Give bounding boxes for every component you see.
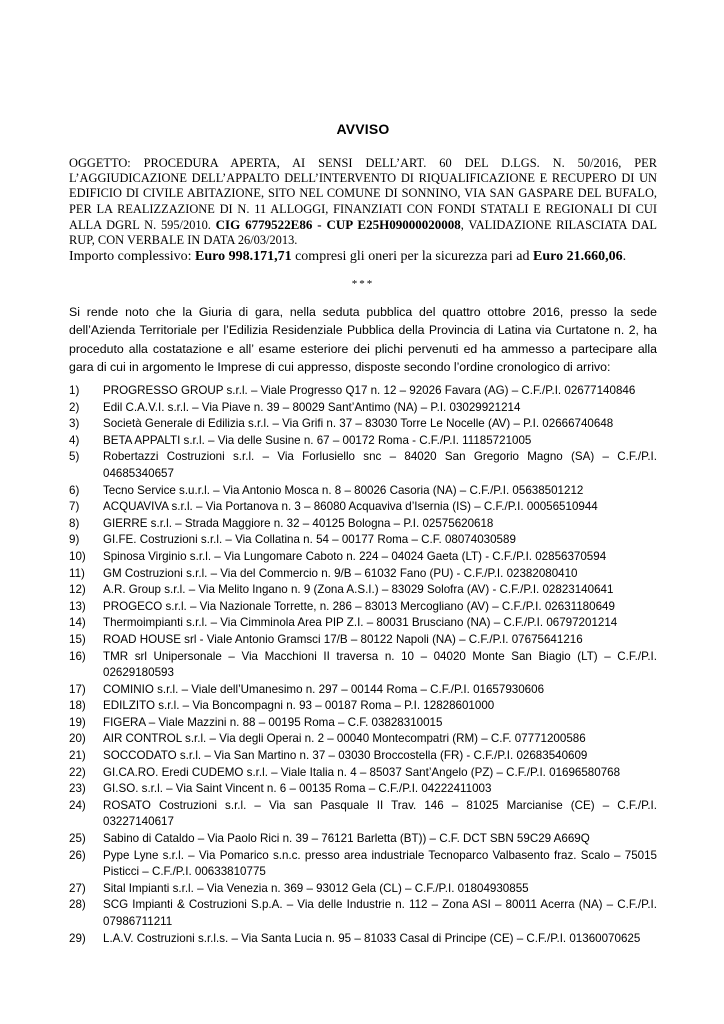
- list-item-text: L.A.V. Costruzioni s.r.l.s. – Via Santa Lucia n. 95 – 81033 Casal di Principe (CE) – C.F./P.I. 01360070625: [103, 931, 641, 945]
- list-item-number: 5): [69, 450, 80, 464]
- list-item-text: GI.CA.RO. Eredi CUDEMO s.r.l. – Viale Italia n. 4 – 85037 Sant’Angelo (PZ) – C.F./P.I. 01696580768: [103, 765, 621, 779]
- list-item: [69, 632, 657, 649]
- list-item-number: 16): [69, 649, 86, 663]
- list-item-number: 15): [69, 632, 86, 646]
- list-item-text: Sabino di Cataldo – Via Paolo Rici n. 39 – 76121 Barletta (BT)) – C.F. DCT SBN 59C29 A669Q: [103, 832, 590, 846]
- list-item-text: Thermoimpianti s.r.l. – Via Cimminola Area PIP Z.I. – 80031 Brusciano (NA) – C.F./P.I. 06797201214: [103, 616, 618, 630]
- list-item-text: PROGRESSO GROUP s.r.l. – Viale Progresso Q17 n. 12 – 92026 Favara (AG) – C.F./P.I. 02677140846: [103, 384, 636, 397]
- list-item-number: 12): [69, 583, 86, 597]
- list-item-number: 22): [69, 765, 86, 779]
- safety-amount: Euro 21.660,06: [532, 249, 623, 264]
- list-item-number: 28): [69, 898, 86, 912]
- list-item-text: GI.FE. Costruzioni s.r.l. – Via Collatina n. 54 – 00177 Roma – C.F. 08074030589: [103, 533, 516, 547]
- list-item-number: 24): [69, 798, 86, 812]
- validation-text: , VALIDAZIONE RILASCIATA DAL RUP, CON VERBALE IN DATA 26/03/2013.: [69, 217, 657, 248]
- list-item: [69, 566, 657, 583]
- list-item-number: 25): [69, 832, 86, 846]
- list-item-text: ROSATO Costruzioni s.r.l. – Via san Pasquale II Trav. 146 – 81025 Marcianise (CE) – C.F./P.I. 03227140617: [103, 798, 657, 829]
- list-item: [69, 682, 657, 699]
- list-item: [69, 715, 657, 732]
- list-item-number: 26): [69, 848, 86, 862]
- list-item-text: EDILZITO s.r.l. – Via Boncompagni n. 93 – 00187 Roma – P.I. 12828601000: [103, 699, 495, 713]
- list-item-text: Sital Impianti s.r.l. – Via Venezia n. 369 – 93012 Gela (CL) – C.F./P.I. 01804930855: [103, 881, 529, 895]
- list-item-text: PROGECO s.r.l. – Via Nazionale Torrette, n. 286 – 83013 Mercogliano (AV) – C.F./P.I. 02631180649: [103, 599, 615, 613]
- list-item-text: Robertazzi Costruzioni s.r.l. – Via Forlusiello snc – 84020 San Gregorio Magno (SA) – C.F./P.I. 04685340657: [103, 450, 657, 480]
- list-item-number: 21): [69, 749, 86, 763]
- importo-line: [69, 248, 669, 266]
- list-item-text: SCG Impianti & Costruzioni S.p.A. – Via delle Industrie n. 112 – Zona ASI – 80011 Acerra (NA) – C.F./P.I. 07986711211: [103, 898, 657, 928]
- list-item-number: 4): [69, 433, 80, 447]
- list-item: [69, 798, 657, 831]
- list-item-text: AIR CONTROL s.r.l. – Via degli Operai n. 2 – 00040 Montecompatri (RM) – C.F. 07771200586: [103, 732, 586, 746]
- importo-amount: Euro 998.171,71: [195, 249, 292, 264]
- list-item-text: A.R. Group s.r.l. – Via Melito Ingano n. 9 (Zona A.S.I.) – 83029 Solofra (AV) - C.F./P.I. 02823140641: [103, 583, 614, 597]
- list-item: [69, 649, 657, 682]
- list-item: [69, 582, 657, 599]
- list-item: [69, 781, 657, 798]
- list-item: [69, 881, 657, 898]
- list-item: [69, 831, 657, 848]
- list-item-number: 20): [69, 732, 86, 746]
- importo-end: .: [622, 249, 627, 264]
- list-item: [69, 765, 657, 782]
- list-item: [69, 931, 657, 948]
- list-item-text: ACQUAVIVA s.r.l. – Via Portanova n. 3 – 86080 Acquaviva d’Isernia (IS) – C.F./P.I. 00056510944: [103, 500, 598, 514]
- list-item-number: 11): [69, 566, 85, 580]
- cig-cup-codes: CIG 6779522E86 - CUP E25H09000020008: [215, 216, 461, 232]
- list-item-text: GIERRE s.r.l. – Strada Maggiore n. 32 – 40125 Bologna – P.I. 02575620618: [103, 516, 494, 530]
- list-item-number: 19): [69, 715, 86, 729]
- list-item: [69, 433, 657, 450]
- intro-paragraph: Si rende noto che la Giuria di gara, nella seduta pubblica del quattro ottobre 2016, presso la sede dell’Azienda Territoriale per l’Edilizia Residenziale Pubblica della Provincia di Latina via Curtatone n. 2, ha proceduto alla costatazione e all’ esame esteriore dei plichi pervenuti ed ha ammesso a partecipare alla gara di cui in argomento le Imprese di cui appresso, disposte secondo l’ordine cronologico di arrivo:: [69, 305, 657, 375]
- list-item: [69, 483, 657, 500]
- list-item-number: 18): [69, 699, 86, 713]
- list-item: [69, 499, 657, 516]
- list-item-number: 1): [69, 384, 80, 397]
- company-list: [69, 383, 657, 947]
- list-item-number: 2): [69, 400, 80, 414]
- list-item: [69, 383, 657, 400]
- list-item: [69, 731, 657, 748]
- list-item: [69, 748, 657, 765]
- list-item: [69, 532, 657, 549]
- list-item-number: 27): [69, 881, 86, 895]
- list-item-number: 23): [69, 782, 86, 796]
- list-item: [69, 400, 657, 417]
- list-item-text: ROAD HOUSE srl - Viale Antonio Gramsci 17/B – 80122 Napoli (NA) – C.F./P.I. 07675641216: [103, 632, 583, 646]
- list-item-number: 3): [69, 417, 80, 431]
- list-item-text: GI.SO. s.r.l. – Via Saint Vincent n. 6 – 00135 Roma – C.F./P.I. 04222411003: [103, 782, 492, 796]
- list-item-text: Edil C.A.V.I. s.r.l. – Via Piave n. 39 – 80029 Sant’Antimo (NA) – P.I. 03029921214: [103, 400, 521, 414]
- page-title: AVVISO: [336, 121, 390, 137]
- list-item: [69, 599, 657, 616]
- list-item: [69, 449, 657, 482]
- list-item-text: COMINIO s.r.l. – Viale dell’Umanesimo n. 297 – 00144 Roma – C.F./P.I. 01657930606: [103, 682, 545, 696]
- list-item: [69, 848, 657, 881]
- list-item: [69, 698, 657, 715]
- list-item-number: 14): [69, 616, 86, 630]
- list-item: [69, 549, 657, 566]
- list-item-number: 29): [69, 931, 86, 945]
- importo-middle: compresi gli oneri per la sicurezza pari ad: [295, 249, 530, 264]
- list-item-number: 6): [69, 483, 80, 497]
- list-item: [69, 615, 657, 632]
- list-item: [69, 416, 657, 433]
- list-item-text: TMR srl Unipersonale – Via Macchioni II traversa n. 10 – 04020 Monte San Biagio (LT) – C.F./P.I. 02629180593: [103, 649, 657, 680]
- list-item: [69, 516, 657, 533]
- list-item-text: Pype Lyne s.r.l. – Via Pomarico s.n.c. presso area industriale Tecnoparco Valbasento fraz. Scalo – 75015 Pisticci – C.F./P.I. 00633810775: [103, 848, 657, 879]
- list-item-text: BETA APPALTI s.r.l. – Via delle Susine n. 67 – 00172 Roma - C.F./P.I. 11185721005: [103, 433, 532, 447]
- oggetto-text: OGGETTO: PROCEDURA APERTA, AI SENSI DELL’ART. 60 DEL D.LGS. N. 50/2016, PER L’AGGIUDICAZIONE DELL’APPALTO DELL’INTERVENTO DI RIQUALIFICAZIONE E RECUPERO DI UN EDIFICIO DI CIVILE ABITAZIONE, SITO NEL COMUNE DI SONNINO, VIA SAN GASPARE DEL BUFALO, PER LA REALIZZAZIONE DI N. 11 ALLOGGI, FINANZIATI CON FONDI STATALI E REGIONALI DI CUI ALLA DGRL N. 595/2010.: [69, 156, 657, 232]
- list-item-number: 13): [69, 599, 86, 613]
- list-item-number: 7): [69, 500, 80, 514]
- list-item-text: Tecno Service s.u.r.l. – Via Antonio Mosca n. 8 – 80026 Casoria (NA) – C.F./P.I. 05638501212: [103, 483, 584, 497]
- list-item-text: FIGERA – Viale Mazzini n. 88 – 00195 Roma – C.F. 03828310015: [103, 715, 443, 729]
- oggetto-paragraph: [69, 156, 657, 248]
- list-item-text: Spinosa Virginio s.r.l. – Via Lungomare Caboto n. 224 – 04024 Gaeta (LT) - C.F./P.I. 02856370594: [103, 549, 607, 563]
- importo-label: Importo complessivo:: [69, 249, 192, 264]
- list-item-number: 17): [69, 682, 86, 696]
- list-item-text: Società Generale di Edilizia s.r.l. – Via Grifi n. 37 – 83030 Torre Le Nocelle (AV) – P.I. 02666740648: [103, 417, 614, 431]
- list-item-text: SOCCODATO s.r.l. – Via San Martino n. 37 – 03030 Broccostella (FR) - C.F./P.I. 02683540609: [103, 749, 588, 763]
- separator: ***: [351, 278, 375, 290]
- list-item-number: 8): [69, 516, 80, 530]
- list-item: [69, 897, 657, 930]
- list-item-text: GM Costruzioni s.r.l. – Via del Commercio n. 9/B – 61032 Fano (PU) - C.F./P.I. 02382080410: [103, 566, 578, 580]
- list-item-number: 9): [69, 533, 80, 547]
- list-item-number: 10): [69, 549, 86, 563]
